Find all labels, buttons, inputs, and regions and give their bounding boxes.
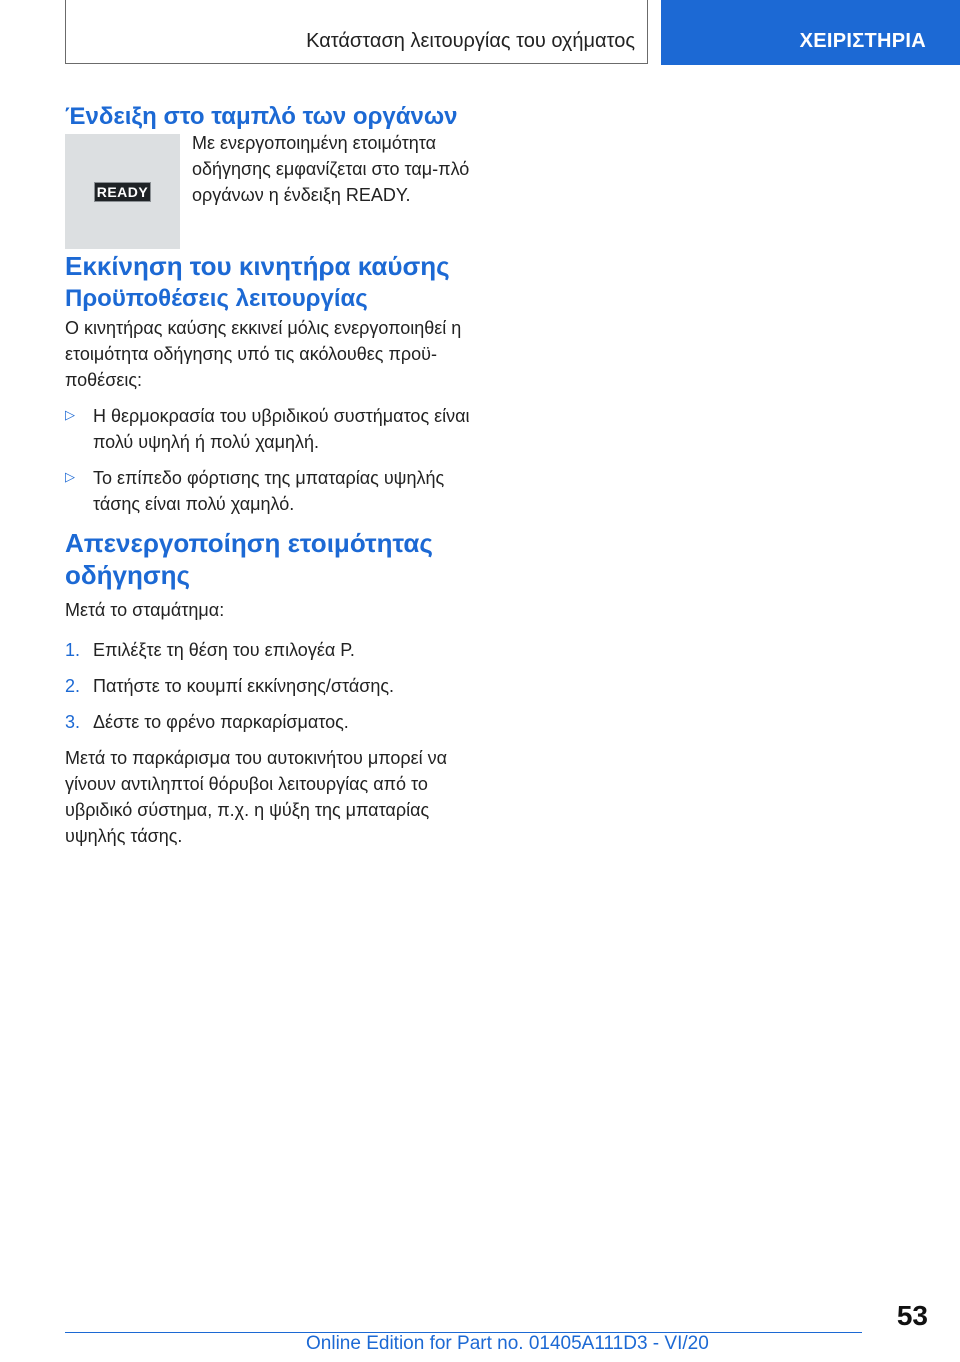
after-stop-text: Μετά το σταμάτημα: — [65, 600, 225, 620]
step-text: Πατήστε το κουμπί εκκίνησης/στάσης. — [93, 676, 395, 696]
header-chapter-box — [65, 0, 648, 64]
step-item — [65, 637, 485, 663]
list-item-text: Το επίπεδο φόρτισης της μπαταρίας υψηλής τάσης είναι πολύ χαμηλό. — [93, 468, 445, 514]
prerequisites-heading: Προϋποθέσεις λειτουργίας — [65, 285, 368, 312]
step-text: Επιλέξτε τη θέση του επιλογέα P. — [93, 640, 355, 660]
main-content — [65, 100, 485, 849]
step-item — [65, 673, 485, 699]
deactivate-heading: Απενεργοποίηση ετοιμότητας οδήγησης — [65, 528, 433, 590]
triangle-bullet-icon: ▷ — [65, 469, 75, 484]
section-tab-label: ΧΕΙΡΙΣΤΗΡΙΑ — [799, 30, 926, 52]
chapter-title: Κατάσταση λειτουργίας του οχήματος — [306, 30, 635, 52]
step-item — [65, 709, 485, 735]
step-number: 3. — [65, 712, 81, 732]
section-tab[interactable] — [661, 0, 960, 65]
step-number: 2. — [65, 676, 81, 696]
step-text: Δέστε το φρένο παρκαρίσματος. — [93, 712, 349, 732]
parking-note: Μετά το παρκάρισμα του αυτοκινήτου μπορεί να γίνουν αντιληπτοί θόρυβοι λειτουργίας από το υβριδικό σύστημα, π.χ. η ψύξη της μπαταρίας υψηλής τάσης. — [65, 748, 448, 846]
triangle-bullet-icon: ▷ — [65, 407, 75, 422]
prerequisites-intro: Ο κινητήρας καύσης εκκινεί μόλις ενεργοποιηθεί η ετοιμότητα οδήγησης υπό τις ακόλουθες προϋ-ποθέσεις: — [65, 318, 462, 390]
list-item — [65, 403, 485, 455]
indicator-heading: Ένδειξη στο ταμπλό των οργάνων — [65, 103, 458, 130]
list-item — [65, 465, 485, 517]
list-item-text: Η θερμοκρασία του υβριδικού συστήματος είναι πολύ υψηλή ή πολύ χαμηλή. — [93, 406, 470, 452]
footer-edition: Online Edition for Part no. 01405A111D3 - VI/20 — [306, 1333, 709, 1354]
ready-badge: READY — [94, 182, 152, 202]
start-heading: Εκκίνηση του κινητήρα καύσης — [65, 251, 450, 281]
ready-display-image — [65, 134, 180, 249]
indicator-section — [65, 134, 485, 249]
page-number: 53 — [896, 1300, 928, 1331]
steps-list — [65, 637, 485, 735]
step-number: 1. — [65, 640, 81, 660]
prerequisites-list — [65, 403, 485, 517]
indicator-text: Με ενεργοποιημένη ετοιμότητα οδήγησης εμφανίζεται στο ταμ-πλό οργάνων η ένδειξη READY. — [192, 133, 470, 205]
